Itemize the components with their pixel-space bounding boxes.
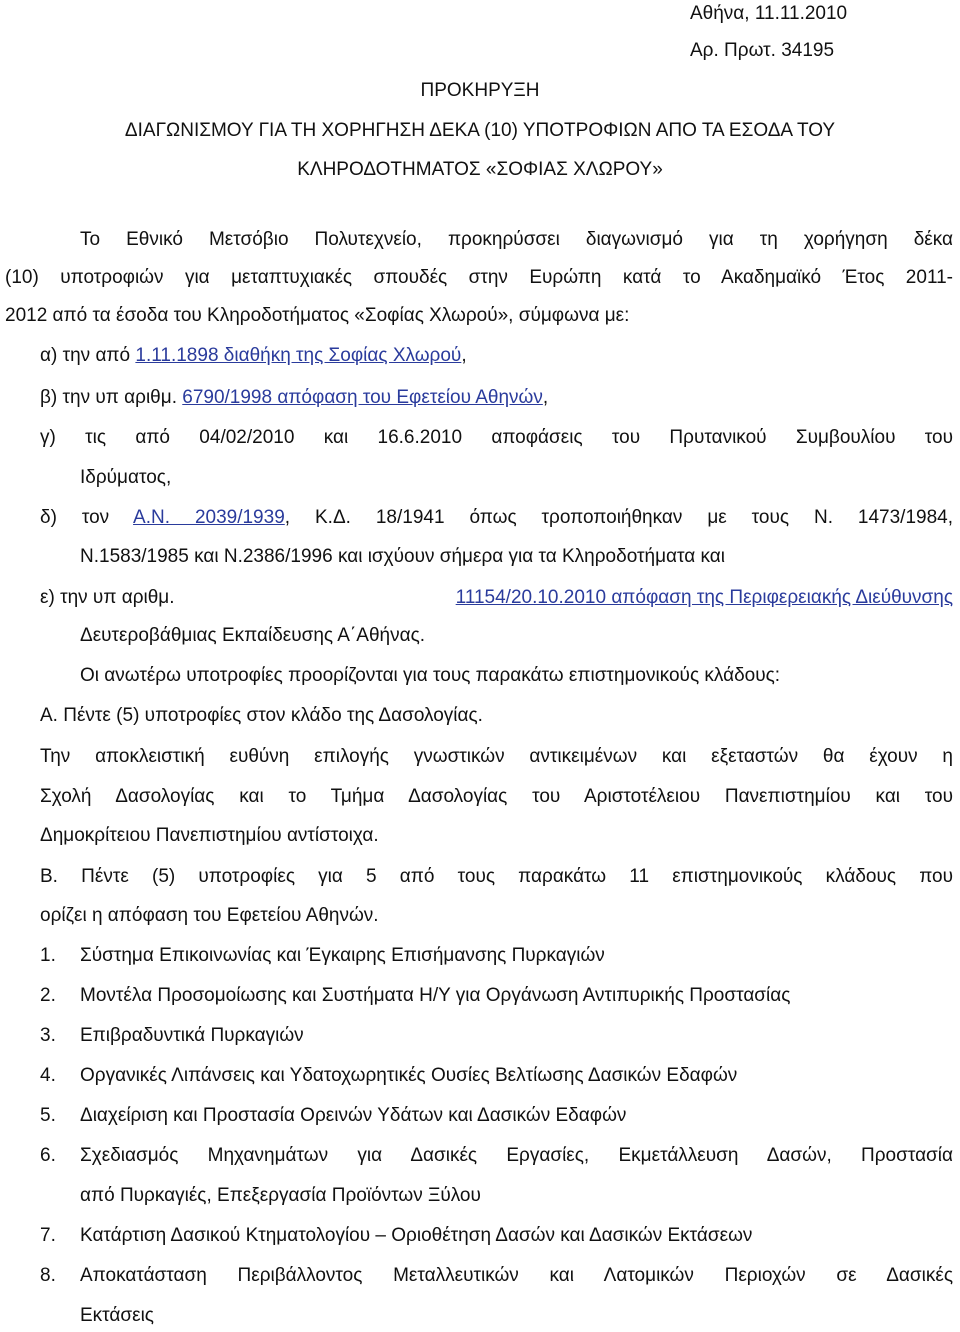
ref-a-prefix: α) την από (40, 345, 136, 366)
ref-a-link[interactable]: 1.11.1898 διαθήκη της Σοφίας Χλωρού (135, 345, 462, 366)
field-title-continued: από Πυρκαγιές, Επεξεργασία Προϊόντων Ξύλου (80, 1185, 481, 1206)
field-number: 7. (40, 1225, 56, 1246)
intro-line-1: Το Εθνικό Μετσόβιο Πολυτεχνείο, προκηρύσσει διαγωνισμό για τη χορήγηση δέκα (80, 229, 953, 250)
field-title: Σύστημα Επικοινωνίας και Έγκαιρης Επισήμανσης Πυρκαγιών (80, 945, 605, 966)
field-number: 1. (40, 945, 56, 966)
ref-d-link[interactable]: Α.Ν. 2039/1939 (133, 507, 285, 528)
field-title: Οργανικές Λιπάνσεις και Υδατοχωρητικές Ουσίες Βελτίωσης Δασικών Εδαφών (80, 1065, 738, 1086)
responsibility-line-3: Δημοκρίτειου Πανεπιστημίου αντίστοιχα. (40, 825, 379, 846)
protocol-number: Αρ. Πρωτ. 34195 (690, 40, 835, 61)
intro-line-3: 2012 από τα έσοδα του Κληροδοτήματος «Σοφίας Χλωρού», σύμφωνα με: (5, 305, 630, 326)
field-title: Επιβραδυντικά Πυρκαγιών (80, 1025, 304, 1046)
ref-a-suffix: , (461, 345, 467, 366)
section-a: Α. Πέντε (5) υποτροφίες στον κλάδο της Δασολογίας. (40, 705, 483, 726)
title-bequest: ΚΛΗΡΟΔΟΤΗΜΑΤΟΣ «ΣΟΦΙΑΣ ΧΛΩΡΟΥ» (297, 159, 663, 180)
ref-b (40, 385, 548, 411)
field-title: Διαχείριση και Προστασία Ορεινών Υδάτων και Δασικών Εδαφών (80, 1105, 627, 1126)
ref-d-line-2: Ν.1583/1985 και Ν.2386/1996 και ισχύουν σήμερα για τα Κληροδοτήματα και (80, 546, 725, 567)
ref-d-prefix: δ) τον (40, 507, 134, 528)
field-title: Κατάρτιση Δασικού Κτηματολογίου – Οριοθέτηση Δασών και Δασικών Εκτάσεων (80, 1225, 753, 1246)
field-number: 5. (40, 1105, 56, 1126)
ref-e-line-2: Δευτεροβάθμιας Εκπαίδευσης Α΄Αθήνας. (80, 625, 426, 646)
ref-c-line-1: γ) τις από 04/02/2010 και 16.6.2010 αποφάσεις του Πρυτανικού Συμβουλίου του (40, 427, 953, 448)
ref-c-line-2: Ιδρύματος, (80, 467, 172, 488)
field-title: Αποκατάσταση Περιβάλλοντος Μεταλλευτικών και Λατομικών Περιοχών σε Δασικές (80, 1265, 953, 1286)
intro-line-2: (10) υποτροφιών για μεταπτυχιακές σπουδές στην Ευρώπη κατά το Ακαδημαϊκό Έτος 2011- (5, 267, 953, 288)
ref-e-prefix: ε) την υπ αριθμ. (40, 587, 175, 608)
ref-e-link[interactable]: 11154/20.10.2010 απόφαση της Περιφερειακής Διεύθυνσης (455, 587, 953, 608)
field-number: 2. (40, 985, 56, 1006)
field-title: Σχεδιασμός Μηχανημάτων για Δασικές Εργασίες, Εκμετάλλευση Δασών, Προστασία (80, 1145, 953, 1166)
field-number: 6. (40, 1145, 56, 1166)
place-date: Αθήνα, 11.11.2010 (690, 3, 848, 24)
ref-b-suffix: , (542, 387, 549, 408)
responsibility-line-1: Την αποκλειστική ευθύνη επιλογής γνωστικών αντικειμένων και εξεταστών θα έχουν η (40, 746, 953, 767)
section-b-line-2: ορίζει η απόφαση του Εφετείου Αθηνών. (40, 905, 379, 926)
section-b-line-1: Β. Πέντε (5) υποτροφίες για 5 από τους παρακάτω 11 επιστημονικούς κλάδους που (40, 866, 953, 887)
ref-e-line-1 (40, 585, 953, 611)
ref-d-suffix: , Κ.Δ. 18/1941 όπως τροποποιήθηκαν με τους Ν. 1473/1984, (284, 507, 954, 528)
field-number: 3. (40, 1025, 56, 1046)
field-title-continued: Εκτάσεις (80, 1305, 154, 1326)
field-number: 4. (40, 1065, 56, 1086)
field-title: Μοντέλα Προσομοίωσης και Συστήματα Η/Υ για Οργάνωση Αντιπυρικής Προστασίας (80, 985, 791, 1006)
title-competition: ΔΙΑΓΩΝΙΣΜΟΥ ΓΙΑ ΤΗ ΧΟΡΗΓΗΣΗ ΔΕΚΑ (10) ΥΠΟΤΡΟΦΙΩΝ ΑΠΟ ΤΑ ΕΣΟΔΑ ΤΟΥ (124, 120, 836, 141)
fields-intro: Οι ανωτέρω υποτροφίες προορίζονται για τους παρακάτω επιστημονικούς κλάδους: (80, 665, 781, 686)
ref-d-line-1 (40, 505, 953, 531)
ref-b-link[interactable]: 6790/1998 απόφαση του Εφετείου Αθηνών (182, 387, 543, 408)
field-number: 8. (40, 1265, 56, 1286)
responsibility-line-2: Σχολή Δασολογίας και το Τμήμα Δασολογίας του Αριστοτέλειου Πανεπιστημίου και του (40, 786, 953, 807)
title-proclamation: ΠΡΟΚΗΡΥΞΗ (420, 80, 540, 101)
ref-a (40, 343, 467, 369)
ref-b-prefix: β) την υπ αριθμ. (40, 387, 183, 408)
